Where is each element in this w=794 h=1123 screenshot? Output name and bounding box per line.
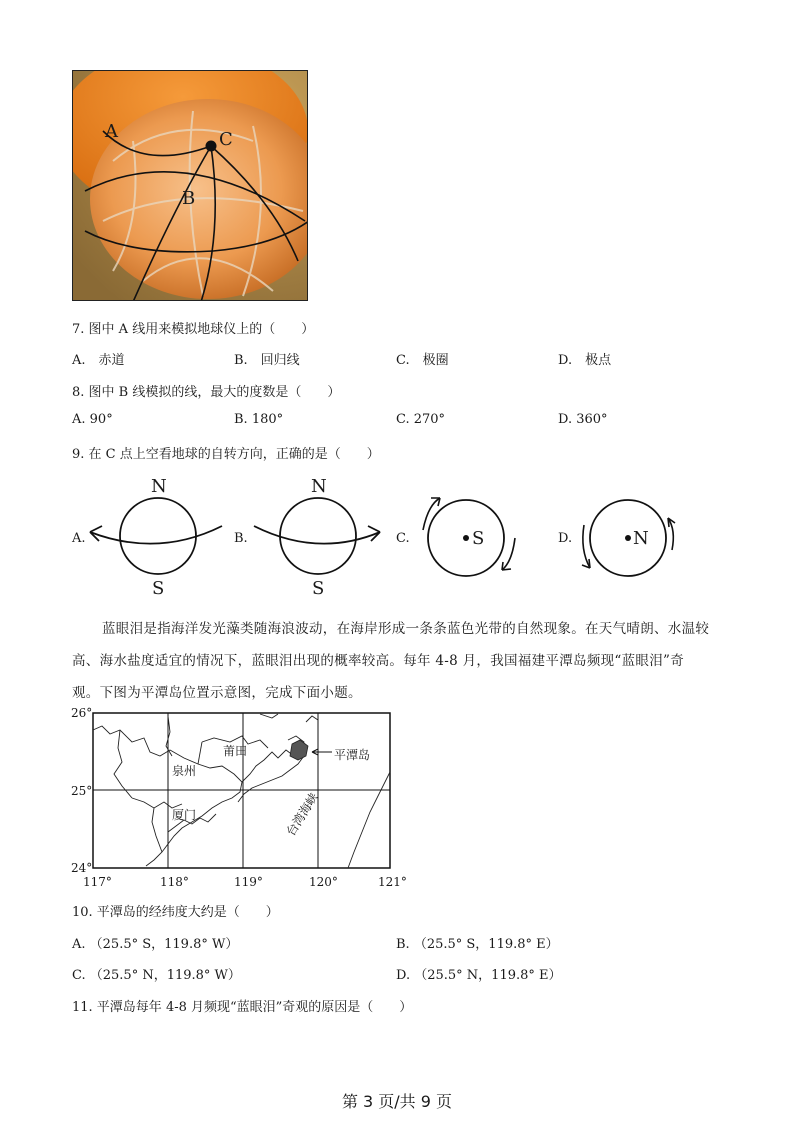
q9-option-c-letter[interactable]: C. [396, 531, 410, 546]
lon-label-117: 117° [83, 875, 112, 889]
map-label-quanzhou: 泉州 [172, 764, 197, 778]
pingtan-location-map [92, 712, 392, 870]
q7-option-b[interactable]: B. 回归线 [234, 353, 300, 368]
map-label-taiwan-strait: 台湾海峡 [283, 790, 322, 839]
q7-option-d[interactable]: D. 极点 [558, 353, 612, 368]
q9-b-north: N [311, 476, 327, 497]
q10-option-d[interactable]: D. （25.5° N，119.8° E） [396, 968, 562, 983]
point-c [206, 141, 217, 152]
question-11-stem: 11. 平潭岛每年 4-8 月频现“蓝眼泪”奇观的原因是（ ） [72, 1000, 413, 1015]
page-number: 第 3 页/共 9 页 [341, 1092, 453, 1111]
label-c: C [219, 129, 233, 150]
lat-label-26: 26° [71, 706, 93, 720]
q9-a-south: S [152, 578, 165, 599]
q9-a-north: N [151, 476, 167, 497]
question-8-stem: 8. 图中 B 线模拟的线，最大的度数是（ ） [72, 385, 341, 400]
orange-illustration [73, 71, 308, 301]
q8-option-a[interactable]: A. 90° [72, 412, 113, 427]
q9-option-a-letter[interactable]: A. [72, 531, 86, 546]
q7-option-c[interactable]: C. 极圈 [396, 353, 449, 368]
map-label-putian: 莆田 [223, 744, 248, 758]
lat-label-24: 24° [71, 861, 93, 875]
lon-label-121: 121° [378, 875, 407, 889]
q8-option-c[interactable]: C. 270° [396, 412, 446, 427]
question-9-stem: 9. 在 C 点上空看地球的自转方向，正确的是（ ） [72, 447, 380, 462]
lon-label-120: 120° [309, 875, 338, 889]
lon-label-119: 119° [234, 875, 263, 889]
q9-b-south: S [312, 578, 325, 599]
orange-globe-photo [72, 70, 308, 301]
q8-option-b[interactable]: B. 180° [234, 412, 284, 427]
label-b: B [182, 188, 196, 209]
question-7-stem: 7. 图中 A 线用来模拟地球仪上的（ ） [72, 322, 315, 337]
map-label-xiamen: 厦门 [172, 808, 197, 822]
q10-option-c[interactable]: C. （25.5° N，119.8° W） [72, 968, 241, 983]
q7-option-a[interactable]: A. 赤道 [72, 353, 125, 368]
map-label-pingtan: 平潭岛 [334, 748, 371, 762]
label-a: A [105, 121, 118, 142]
q10-option-a[interactable]: A. （25.5° S，119.8° W） [72, 937, 239, 952]
passage-line-2: 高、海水盐度适宜的情况下，蓝眼泪出现的概率较高。每年 4-8 月，我国福建平潭岛频现“蓝眼泪”奇 [72, 653, 685, 669]
passage-line-1: 蓝眼泪是指海洋发光藻类随海浪波动，在海岸形成一条条蓝色光带的自然现象。在天气晴朗、水温较 [102, 621, 710, 637]
lat-label-25: 25° [71, 784, 93, 798]
q9-option-b-letter[interactable]: B. [234, 531, 248, 546]
lon-label-118: 118° [160, 875, 189, 889]
q9-c-center: S [472, 528, 485, 549]
q10-option-b[interactable]: B. （25.5° S，119.8° E） [396, 937, 559, 952]
question-10-stem: 10. 平潭岛的经纬度大约是（ ） [72, 905, 279, 920]
q8-option-d[interactable]: D. 360° [558, 412, 608, 427]
q9-d-center: N [633, 528, 649, 549]
q9-option-d-letter[interactable]: D. [558, 531, 573, 546]
passage-line-3: 观。下图为平潭岛位置示意图，完成下面小题。 [72, 685, 362, 701]
